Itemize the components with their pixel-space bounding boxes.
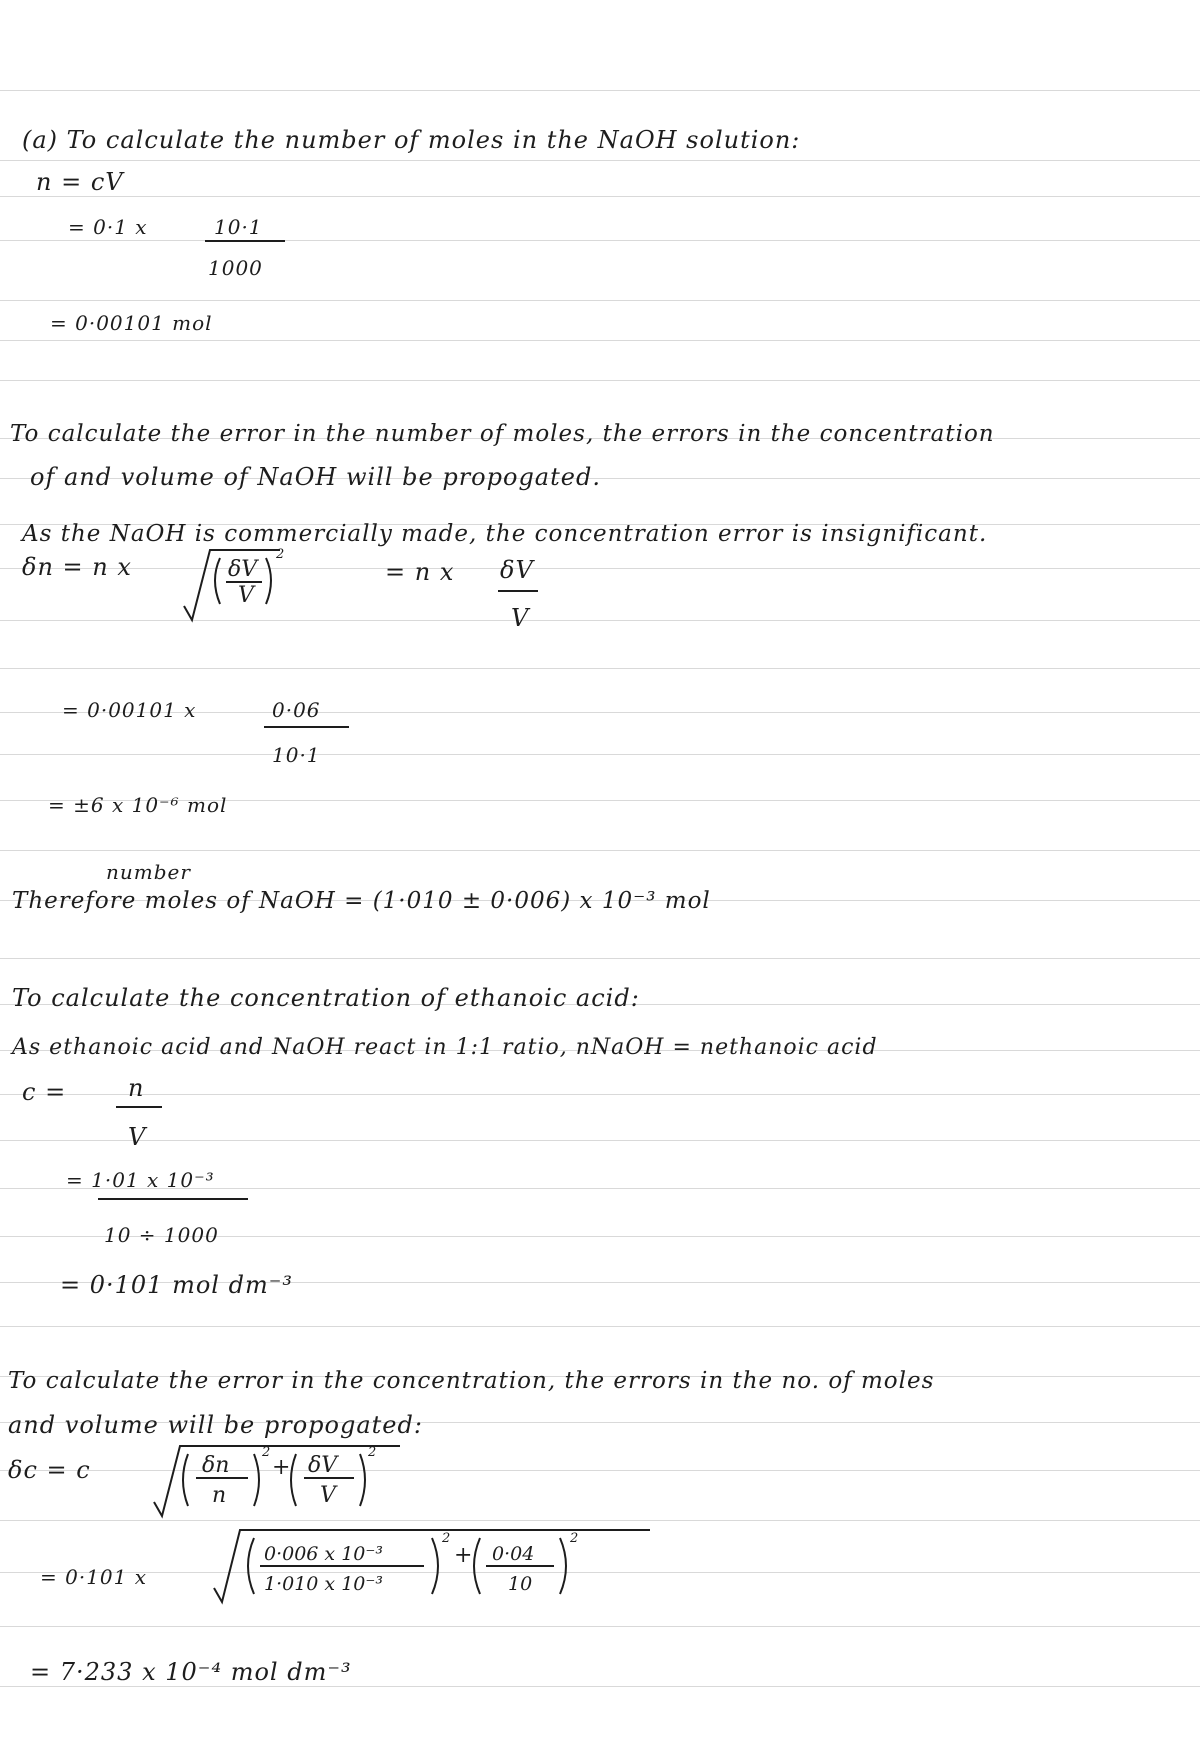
section-3-sub-denominator: 10 ÷ 1000 (104, 1223, 219, 1247)
section-1-result: = 0·00101 mol (50, 311, 213, 335)
section-2-eq2-bar (498, 590, 538, 592)
calc-term-1-denominator: 1·010 x 10⁻³ (264, 1573, 384, 1595)
right-paren-1 (254, 1454, 259, 1506)
exp-2: 2 (368, 1445, 377, 1460)
left-paren-2 (291, 1454, 296, 1506)
section-4-delta-c: δc = c (8, 1456, 91, 1484)
section-2-sqrt-expression (180, 540, 300, 630)
ruled-line (0, 1140, 1200, 1141)
section-3-c-numerator: n (128, 1074, 145, 1102)
ruled-line (0, 340, 1200, 341)
ruled-line (0, 160, 1200, 161)
section-2-calc-lhs: = 0·00101 x (62, 698, 197, 722)
section-3-c-lhs: c = (22, 1078, 67, 1106)
section-2-line-2: of and volume of NaOH will be propogated. (30, 463, 601, 491)
calc-term-1-numerator: 0·006 x 10⁻³ (264, 1543, 384, 1565)
section-4-sqrt-expression (150, 1440, 410, 1525)
section-4-line-2: and volume will be propogated: (8, 1411, 423, 1439)
ruled-line (0, 1626, 1200, 1627)
section-3-ratio: As ethanoic acid and NaOH react in 1:1 ratio, nNaOH = nethanoic acid (12, 1035, 878, 1060)
term-2-denominator: V (320, 1483, 336, 1508)
section-2-eq2-denominator: V (511, 604, 530, 632)
term-1-denominator: n (212, 1483, 227, 1508)
term-2-numerator: δV (308, 1453, 338, 1478)
section-3-sub-numerator: = 1·01 x 10⁻³ (66, 1168, 215, 1192)
section-3-result: = 0·101 mol dm⁻³ (60, 1271, 293, 1299)
calc-exp-2: 2 (570, 1531, 579, 1546)
section-4-result: = 7·233 x 10⁻⁴ mol dm⁻³ (30, 1658, 352, 1686)
left-paren-2 (474, 1538, 480, 1594)
calc-term-2-numerator: 0·04 (492, 1543, 535, 1565)
ruled-line (0, 850, 1200, 851)
section-1-formula: n = cV (36, 168, 124, 196)
right-paren-2 (560, 1538, 566, 1594)
section-2-eq2-numerator: δV (500, 556, 534, 584)
section-4-sqrt-calc (210, 1520, 670, 1610)
calc-plus: + (454, 1543, 473, 1568)
ruled-line (0, 300, 1200, 301)
ruled-line (0, 668, 1200, 669)
section-1-heading: (a) To calculate the number of moles in the NaOH solution: (22, 126, 801, 154)
section-2-result: = ±6 x 10⁻⁶ mol (48, 793, 228, 817)
section-1-step-numerator: 10·1 (214, 215, 263, 239)
section-2-therefore: Therefore moles of NaOH = (1·010 ± 0·006) x 10⁻³ mol (12, 888, 711, 914)
ruled-line (0, 196, 1200, 197)
left-paren-1 (183, 1454, 188, 1506)
calc-exp-1: 2 (442, 1531, 451, 1546)
section-1-step-denominator: 1000 (208, 256, 263, 280)
section-3-heading: To calculate the concentration of ethanoic acid: (12, 984, 640, 1012)
section-2-calc-bar (264, 726, 349, 728)
section-2-calc-denominator: 10·1 (272, 743, 321, 767)
right-paren-1 (432, 1538, 438, 1594)
ruled-line (0, 90, 1200, 91)
ruled-line (0, 380, 1200, 381)
inner-denominator: V (238, 583, 254, 608)
section-2-line-1: To calculate the error in the number of moles, the errors in the concentration (10, 421, 995, 447)
section-2-delta-n: δn = n x (22, 553, 132, 581)
section-1-step-lhs: = 0·1 x (68, 215, 148, 239)
section-2-eq2: = n x (385, 558, 455, 586)
section-3-c-denominator: V (128, 1123, 147, 1151)
section-2-calc-numerator: 0·06 (272, 698, 321, 722)
exponent: 2 (276, 547, 285, 562)
right-paren-2 (360, 1454, 365, 1506)
term-1-numerator: δn (202, 1453, 230, 1478)
section-3-c-bar (116, 1106, 162, 1108)
ruled-line (0, 1326, 1200, 1327)
section-2-caret-insert: number (106, 860, 191, 884)
exp-1: 2 (262, 1445, 271, 1460)
inner-numerator: δV (228, 557, 258, 582)
left-paren (215, 558, 220, 604)
ruled-line (0, 1686, 1200, 1687)
ruled-line (0, 754, 1200, 755)
right-paren (266, 558, 271, 604)
left-paren-1 (248, 1538, 254, 1594)
ruled-line (0, 1094, 1200, 1095)
ruled-line (0, 240, 1200, 241)
plus-sign: + (272, 1455, 291, 1480)
calc-term-2-denominator: 10 (508, 1573, 533, 1595)
section-4-calc-lhs: = 0·101 x (40, 1565, 148, 1589)
section-1-fraction-bar (205, 240, 285, 242)
section-3-sub-bar (98, 1198, 248, 1200)
section-2-line-3: As the NaOH is commercially made, the concentration error is insignificant. (22, 521, 988, 547)
ruled-line (0, 958, 1200, 959)
section-4-line-1: To calculate the error in the concentration, the errors in the no. of moles (8, 1368, 935, 1394)
